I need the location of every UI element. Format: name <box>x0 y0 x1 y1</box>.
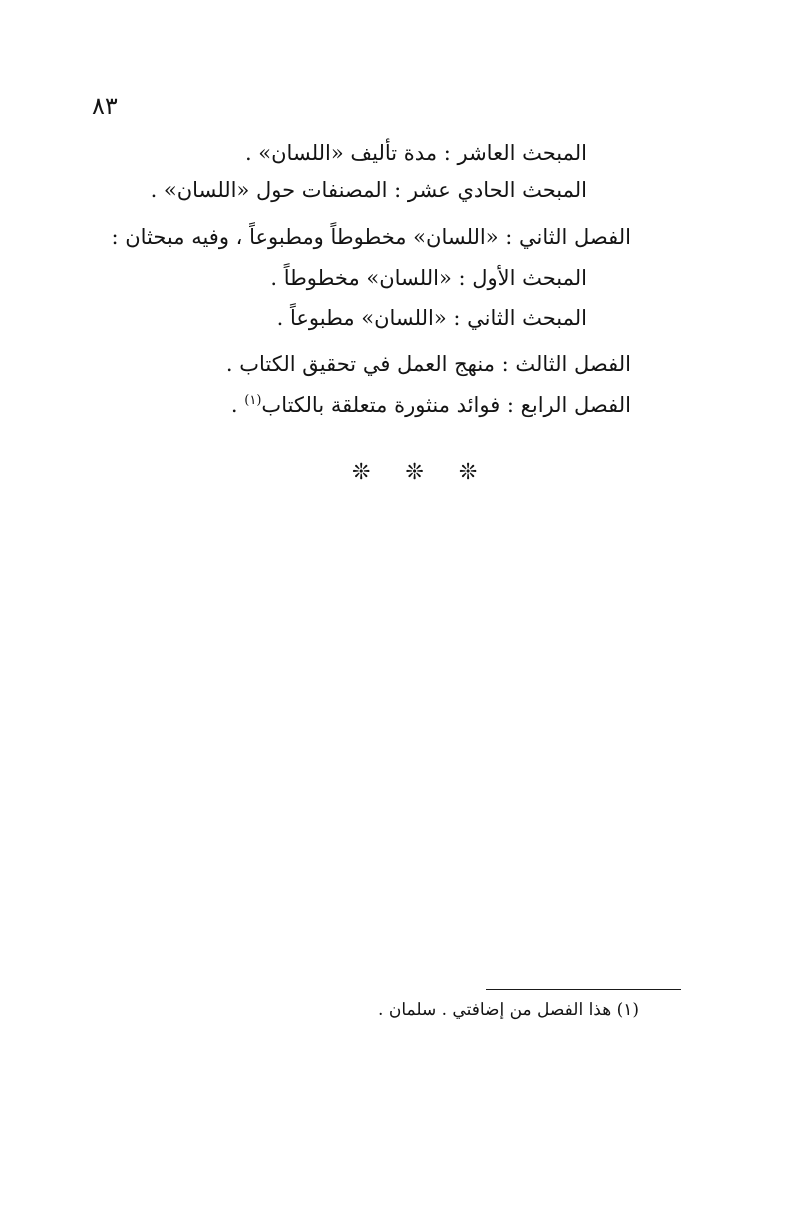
toc-line-section-11: المبحث الحادي عشر : المصنفات حول «اللسان» . <box>150 178 587 202</box>
toc-line-chapter-4 <box>231 393 631 417</box>
toc-line-section-10: المبحث العاشر : مدة تأليف «اللسان» . <box>244 141 587 165</box>
footnote-reference: (١) <box>244 393 262 408</box>
toc-line-chapter-2-section-2: المبحث الثاني : «اللسان» مطبوعاً . <box>276 306 587 330</box>
section-separator: ❊ ❊ ❊ <box>352 460 492 485</box>
toc-line-chapter-4-end: . <box>230 393 245 417</box>
toc-line-chapter-2-section-1: المبحث الأول : «اللسان» مخطوطاً . <box>270 266 587 290</box>
toc-line-chapter-4-text: الفصل الرابع : فوائد منثورة متعلقة بالكتاب <box>261 393 631 417</box>
toc-line-chapter-2: الفصل الثاني : «اللسان» مخطوطاً ومطبوعاً ، وفيه مبحثان : <box>111 225 631 249</box>
footnote: (١) هذا الفصل من إضافتي . سلمان . <box>378 1000 639 1020</box>
footnote-divider <box>486 989 681 990</box>
page-number: ٨٣ <box>92 92 118 120</box>
toc-line-chapter-3: الفصل الثالث : منهج العمل في تحقيق الكتاب . <box>225 352 631 376</box>
